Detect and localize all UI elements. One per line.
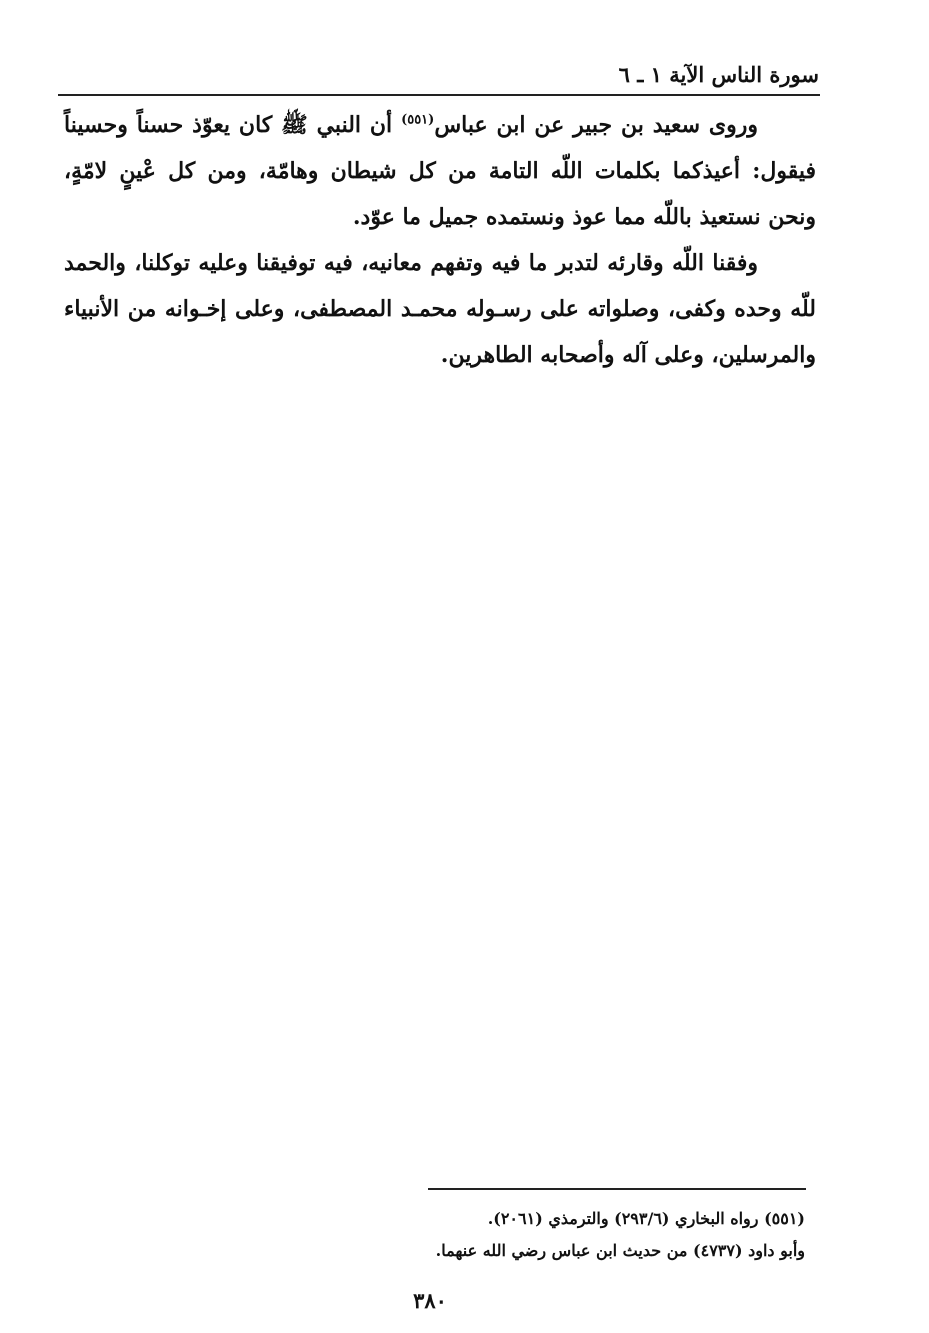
- footnote-reference: (٥٥١): [401, 112, 435, 128]
- main-text: [64, 102, 816, 378]
- header-rule: [58, 94, 820, 96]
- paragraph-1-rest: أن النبي ﷺ كان يعوّذ حسناً وحسيناً فيقول: أعيذكما بكلمات اللّه التامة من كل شيطان وهامّة، ومن كل عْينٍ لامّةٍ، ونحن نستعيذ باللّه مما عوذ ونستمده جميل ما عوّد.: [64, 112, 816, 230]
- paragraph-1-start: وروى سعيد بن جبير عن ابن عباس: [434, 112, 758, 138]
- footnotes: [205, 1203, 805, 1267]
- running-title: سورة الناس الآية ١ ـ ٦: [618, 62, 819, 87]
- footnote-line-1: (٥٥١) رواه البخاري (٢٩٣/٦) والترمذي (٢٠٦١).: [487, 1209, 805, 1228]
- paragraph-1: [64, 102, 816, 240]
- footnote-rule: [428, 1188, 806, 1190]
- page-number: ٣٨٠: [413, 1288, 447, 1313]
- paragraph-2: وفقنا اللّه وقارئه لتدبر ما فيه وتفهم معانيه، فيه توفيقنا وعليه توكلنا، والحمد للّه وحده وكفى، وصلواته على رسـوله محمـد المصطفى، وعلى إخـوانه من الأنبياء والمرسلين، وعلى آله وأصحابه الطاهرين.: [64, 250, 816, 368]
- footnote-line-2: وأبو داود (٤٧٣٧) من حديث ابن عباس رضي الله عنهما.: [435, 1241, 805, 1260]
